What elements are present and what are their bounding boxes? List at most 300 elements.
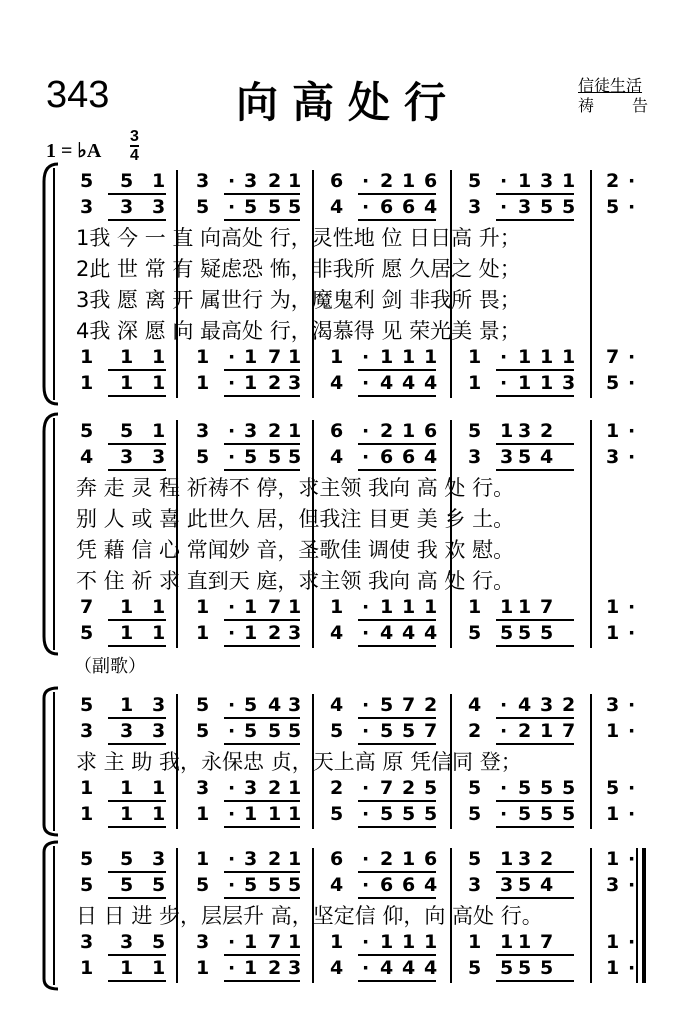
dot-duration: · xyxy=(500,720,508,742)
note: 1 xyxy=(196,372,210,394)
dot-duration: · xyxy=(228,622,236,644)
note: 5 xyxy=(606,372,620,394)
lyric-line: 求 主 助 我，永保忠 贞，天上高 原 凭信同 登； xyxy=(76,750,522,774)
note: 1 xyxy=(468,931,482,953)
dot-duration: · xyxy=(628,596,636,618)
note: 5 xyxy=(468,622,482,644)
eighth-beam xyxy=(224,395,300,397)
dot-duration: · xyxy=(628,777,636,799)
eighth-beam xyxy=(358,443,436,445)
note: 2 xyxy=(468,720,482,742)
note: 1 xyxy=(80,957,94,979)
eighth-beam xyxy=(496,219,574,221)
eighth-beam xyxy=(108,193,166,195)
note: 4 xyxy=(330,874,344,896)
eighth-beam xyxy=(108,980,166,982)
note: 5 xyxy=(402,720,416,742)
note: 3 xyxy=(120,196,134,218)
note: 6 xyxy=(380,446,394,468)
note: 1 xyxy=(152,957,166,979)
note: 1 xyxy=(330,346,344,368)
note: 1 xyxy=(402,346,416,368)
note: 1 xyxy=(380,346,394,368)
note: 5 xyxy=(244,446,258,468)
note: 5 xyxy=(518,874,532,896)
note: 5 xyxy=(120,848,134,870)
note: 4 xyxy=(424,957,438,979)
note: 1 xyxy=(424,931,438,953)
dot-duration: · xyxy=(228,848,236,870)
note: 1 xyxy=(606,957,620,979)
dot-duration: · xyxy=(500,803,508,825)
lyric-line: 奔 走 灵 程 祈祷不 停，求主领 我向 高 处 行。 xyxy=(76,476,515,500)
note: 5 xyxy=(468,420,482,442)
eighth-beam xyxy=(108,954,166,956)
note: 1 xyxy=(120,803,134,825)
note: 3 xyxy=(244,848,258,870)
eighth-beam xyxy=(108,717,166,719)
lyric-line: 不 住 祈 求 直到天 庭，求主领 我向 高 处 行。 xyxy=(76,569,515,593)
hymn-number: 343 xyxy=(46,74,110,116)
dot-duration: · xyxy=(362,720,370,742)
note: 1 xyxy=(402,848,416,870)
note: 1 xyxy=(380,596,394,618)
note: 1 xyxy=(606,622,620,644)
note: 5 xyxy=(120,874,134,896)
dot-duration: · xyxy=(362,694,370,716)
note: 5 xyxy=(518,777,532,799)
dot-duration: · xyxy=(362,372,370,394)
eighth-beam xyxy=(358,826,436,828)
note: 5 xyxy=(540,196,554,218)
note: 1 xyxy=(402,596,416,618)
hymn-source xyxy=(578,76,648,116)
note: 2 xyxy=(268,957,282,979)
note: 1 xyxy=(518,372,532,394)
note: 5 xyxy=(244,694,258,716)
dot-duration: · xyxy=(628,446,636,468)
note: 1 xyxy=(80,346,94,368)
dot-duration: · xyxy=(628,848,636,870)
note: 5 xyxy=(518,446,532,468)
time-signature xyxy=(130,128,139,164)
note: 3 xyxy=(120,720,134,742)
note: 5 xyxy=(540,777,554,799)
eighth-beam xyxy=(108,743,166,745)
note: 5 xyxy=(500,622,514,644)
note: 3 xyxy=(540,170,554,192)
note: 3 xyxy=(152,446,166,468)
note: 4 xyxy=(424,446,438,468)
note: 3 xyxy=(606,874,620,896)
note: 3 xyxy=(288,622,302,644)
note: 3 xyxy=(288,694,302,716)
note: 1 xyxy=(244,957,258,979)
note: 3 xyxy=(606,694,620,716)
note: 2 xyxy=(380,170,394,192)
note: 1 xyxy=(500,420,514,442)
dot-duration: · xyxy=(628,420,636,442)
dot-duration: · xyxy=(628,372,636,394)
note: 2 xyxy=(268,420,282,442)
note: 6 xyxy=(330,420,344,442)
note: 5 xyxy=(380,694,394,716)
note: 1 xyxy=(152,420,166,442)
lyric-line: 别 人 或 喜 此世久 居，但我注 目更 美 乡 土。 xyxy=(76,507,515,531)
note: 3 xyxy=(120,446,134,468)
eighth-beam xyxy=(224,954,300,956)
eighth-beam xyxy=(224,619,300,621)
note: 1 xyxy=(196,622,210,644)
eighth-beam xyxy=(224,743,300,745)
note: 5 xyxy=(606,196,620,218)
dot-duration: · xyxy=(362,446,370,468)
lyric-line: 4我 深 愿 向 最高处 行，渴慕得 见 荣光美 景； xyxy=(76,319,521,343)
note: 5 xyxy=(424,803,438,825)
note: 1 xyxy=(518,346,532,368)
dot-duration: · xyxy=(228,931,236,953)
note: 5 xyxy=(244,720,258,742)
note: 3 xyxy=(468,446,482,468)
category-label xyxy=(578,96,648,116)
note: 1 xyxy=(80,777,94,799)
key-signature: 1 = ♭A xyxy=(46,140,102,162)
note: 5 xyxy=(518,803,532,825)
note: 2 xyxy=(402,777,416,799)
lyric-line: 凭 藉 信 心 常闻妙 音，圣歌佳 调使 我 欢 慰。 xyxy=(76,538,515,562)
note: 6 xyxy=(424,170,438,192)
eighth-beam xyxy=(224,469,300,471)
dot-duration: · xyxy=(362,957,370,979)
note: 5 xyxy=(80,420,94,442)
dot-duration: · xyxy=(362,420,370,442)
note: 5 xyxy=(288,720,302,742)
note: 3 xyxy=(468,196,482,218)
dot-duration: · xyxy=(500,694,508,716)
note: 5 xyxy=(500,957,514,979)
note: 1 xyxy=(402,170,416,192)
note: 2 xyxy=(518,720,532,742)
chorus-label: （副歌） xyxy=(74,656,146,677)
note: 5 xyxy=(268,446,282,468)
note: 5 xyxy=(606,777,620,799)
dot-duration: · xyxy=(228,420,236,442)
eighth-beam xyxy=(358,897,436,899)
note: 7 xyxy=(268,596,282,618)
note: 5 xyxy=(268,720,282,742)
note: 5 xyxy=(562,777,576,799)
note: 5 xyxy=(330,803,344,825)
note: 2 xyxy=(380,848,394,870)
dot-duration: · xyxy=(228,372,236,394)
note: 1 xyxy=(196,848,210,870)
eighth-beam xyxy=(108,369,166,371)
note: 1 xyxy=(540,372,554,394)
eighth-beam xyxy=(224,826,300,828)
dot-duration: · xyxy=(362,874,370,896)
note: 1 xyxy=(268,803,282,825)
dot-duration: · xyxy=(362,170,370,192)
note: 1 xyxy=(244,372,258,394)
dot-duration: · xyxy=(362,777,370,799)
note: 1 xyxy=(288,170,302,192)
note: 5 xyxy=(120,170,134,192)
note: 1 xyxy=(288,931,302,953)
note: 3 xyxy=(540,694,554,716)
note: 4 xyxy=(380,622,394,644)
eighth-beam xyxy=(358,743,436,745)
note: 1 xyxy=(402,420,416,442)
note: 1 xyxy=(80,372,94,394)
eighth-beam xyxy=(496,826,574,828)
note: 1 xyxy=(152,622,166,644)
note: 1 xyxy=(330,931,344,953)
note: 7 xyxy=(562,720,576,742)
note: 6 xyxy=(380,874,394,896)
note: 5 xyxy=(288,196,302,218)
dot-duration: · xyxy=(362,848,370,870)
note: 1 xyxy=(120,777,134,799)
dot-duration: · xyxy=(362,622,370,644)
eighth-beam xyxy=(224,219,300,221)
note: 7 xyxy=(540,931,554,953)
eighth-beam xyxy=(224,717,300,719)
note: 4 xyxy=(424,622,438,644)
eighth-beam xyxy=(224,897,300,899)
dot-duration: · xyxy=(228,720,236,742)
note: 5 xyxy=(540,803,554,825)
note: 5 xyxy=(288,446,302,468)
note: 4 xyxy=(330,372,344,394)
note: 5 xyxy=(244,874,258,896)
note: 1 xyxy=(120,372,134,394)
source-label: 信徒生活 xyxy=(578,76,643,95)
note: 6 xyxy=(330,848,344,870)
dot-duration: · xyxy=(500,372,508,394)
note: 4 xyxy=(424,372,438,394)
eighth-beam xyxy=(496,800,574,802)
note: 3 xyxy=(288,957,302,979)
dot-duration: · xyxy=(628,803,636,825)
eighth-beam xyxy=(224,645,300,647)
note: 3 xyxy=(80,931,94,953)
note: 2 xyxy=(606,170,620,192)
note: 4 xyxy=(330,694,344,716)
note: 3 xyxy=(244,777,258,799)
note: 1 xyxy=(606,931,620,953)
note: 1 xyxy=(518,931,532,953)
dot-duration: · xyxy=(362,931,370,953)
lyric-line: 3我 愿 离 开 属世行 为，魔鬼利 剑 非我所 畏； xyxy=(76,288,521,312)
eighth-beam xyxy=(358,871,436,873)
note: 5 xyxy=(196,446,210,468)
note: 3 xyxy=(152,720,166,742)
note: 3 xyxy=(80,720,94,742)
dot-duration: · xyxy=(228,803,236,825)
note: 6 xyxy=(330,170,344,192)
eighth-beam xyxy=(496,954,574,956)
note: 5 xyxy=(268,196,282,218)
dot-duration: · xyxy=(228,957,236,979)
note: 4 xyxy=(330,957,344,979)
eighth-beam xyxy=(108,443,166,445)
note: 6 xyxy=(402,874,416,896)
note: 5 xyxy=(540,957,554,979)
note: 6 xyxy=(424,848,438,870)
note: 3 xyxy=(518,420,532,442)
note: 5 xyxy=(80,694,94,716)
eighth-beam xyxy=(108,800,166,802)
note: 3 xyxy=(518,848,532,870)
note: 5 xyxy=(562,803,576,825)
note: 3 xyxy=(606,446,620,468)
note: 1 xyxy=(468,372,482,394)
category-char-2: 告 xyxy=(631,96,648,115)
dot-duration: · xyxy=(228,346,236,368)
note: 2 xyxy=(562,694,576,716)
note: 5 xyxy=(196,720,210,742)
note: 1 xyxy=(562,170,576,192)
note: 2 xyxy=(268,372,282,394)
note: 1 xyxy=(120,346,134,368)
note: 4 xyxy=(380,372,394,394)
note: 5 xyxy=(424,777,438,799)
note: 1 xyxy=(196,957,210,979)
dot-duration: · xyxy=(228,196,236,218)
note: 1 xyxy=(500,931,514,953)
note: 5 xyxy=(380,720,394,742)
note: 1 xyxy=(288,346,302,368)
eighth-beam xyxy=(496,369,574,371)
dot-duration: · xyxy=(628,170,636,192)
note: 1 xyxy=(120,957,134,979)
eighth-beam xyxy=(496,897,574,899)
note: 6 xyxy=(402,196,416,218)
note: 7 xyxy=(540,596,554,618)
note: 1 xyxy=(606,803,620,825)
note: 1 xyxy=(152,803,166,825)
note: 1 xyxy=(402,931,416,953)
dot-duration: · xyxy=(362,803,370,825)
dot-duration: · xyxy=(228,170,236,192)
note: 5 xyxy=(196,694,210,716)
eighth-beam xyxy=(108,395,166,397)
eighth-beam xyxy=(224,800,300,802)
note: 5 xyxy=(518,957,532,979)
eighth-beam xyxy=(496,443,574,445)
eighth-beam xyxy=(108,897,166,899)
note: 1 xyxy=(152,372,166,394)
note: 1 xyxy=(288,777,302,799)
eighth-beam xyxy=(224,193,300,195)
dot-duration: · xyxy=(362,196,370,218)
note: 1 xyxy=(606,596,620,618)
note: 1 xyxy=(424,346,438,368)
meter-bottom: 4 xyxy=(130,147,139,164)
eighth-beam xyxy=(358,369,436,371)
note: 1 xyxy=(244,596,258,618)
note: 4 xyxy=(268,694,282,716)
note: 1 xyxy=(606,720,620,742)
note: 2 xyxy=(424,694,438,716)
note: 5 xyxy=(540,622,554,644)
dot-duration: · xyxy=(228,446,236,468)
note: 5 xyxy=(244,196,258,218)
note: 3 xyxy=(288,372,302,394)
dot-duration: · xyxy=(228,777,236,799)
note: 5 xyxy=(402,803,416,825)
note: 5 xyxy=(468,170,482,192)
note: 4 xyxy=(540,446,554,468)
eighth-beam xyxy=(496,980,574,982)
lyric-line: 1我 今 一 直 向高处 行，灵性地 位 日日高 升； xyxy=(76,226,521,250)
dot-duration: · xyxy=(628,931,636,953)
note: 5 xyxy=(196,196,210,218)
dot-duration: · xyxy=(628,720,636,742)
note: 4 xyxy=(518,694,532,716)
note: 5 xyxy=(380,803,394,825)
note: 5 xyxy=(80,622,94,644)
eighth-beam xyxy=(496,871,574,873)
note: 1 xyxy=(152,777,166,799)
note: 3 xyxy=(244,170,258,192)
eighth-beam xyxy=(358,469,436,471)
note: 2 xyxy=(268,777,282,799)
note: 1 xyxy=(152,596,166,618)
dot-duration: · xyxy=(228,694,236,716)
note: 1 xyxy=(540,346,554,368)
eighth-beam xyxy=(224,369,300,371)
eighth-beam xyxy=(224,871,300,873)
note: 4 xyxy=(80,446,94,468)
note: 3 xyxy=(196,931,210,953)
note: 5 xyxy=(468,777,482,799)
dot-duration: · xyxy=(628,196,636,218)
eighth-beam xyxy=(358,645,436,647)
dot-duration: · xyxy=(228,874,236,896)
note: 4 xyxy=(402,957,416,979)
note: 7 xyxy=(268,346,282,368)
note: 1 xyxy=(244,803,258,825)
note: 2 xyxy=(268,848,282,870)
note: 1 xyxy=(244,622,258,644)
note: 3 xyxy=(120,931,134,953)
note: 3 xyxy=(152,694,166,716)
eighth-beam xyxy=(496,743,574,745)
note: 1 xyxy=(288,803,302,825)
note: 5 xyxy=(468,803,482,825)
note: 1 xyxy=(196,596,210,618)
eighth-beam xyxy=(108,469,166,471)
eighth-beam xyxy=(224,443,300,445)
note: 5 xyxy=(196,874,210,896)
eighth-beam xyxy=(358,980,436,982)
dot-duration: · xyxy=(228,596,236,618)
eighth-beam xyxy=(108,645,166,647)
note: 1 xyxy=(606,420,620,442)
eighth-beam xyxy=(358,395,436,397)
note: 1 xyxy=(152,170,166,192)
dot-duration: · xyxy=(500,346,508,368)
lyric-line: 2此 世 常 有 疑虑恐 怖，非我所 愿 久居之 处； xyxy=(76,257,521,281)
note: 3 xyxy=(196,170,210,192)
note: 1 xyxy=(606,848,620,870)
note: 2 xyxy=(540,848,554,870)
note: 6 xyxy=(424,420,438,442)
note: 3 xyxy=(500,874,514,896)
dot-duration: · xyxy=(628,622,636,644)
note: 4 xyxy=(380,957,394,979)
